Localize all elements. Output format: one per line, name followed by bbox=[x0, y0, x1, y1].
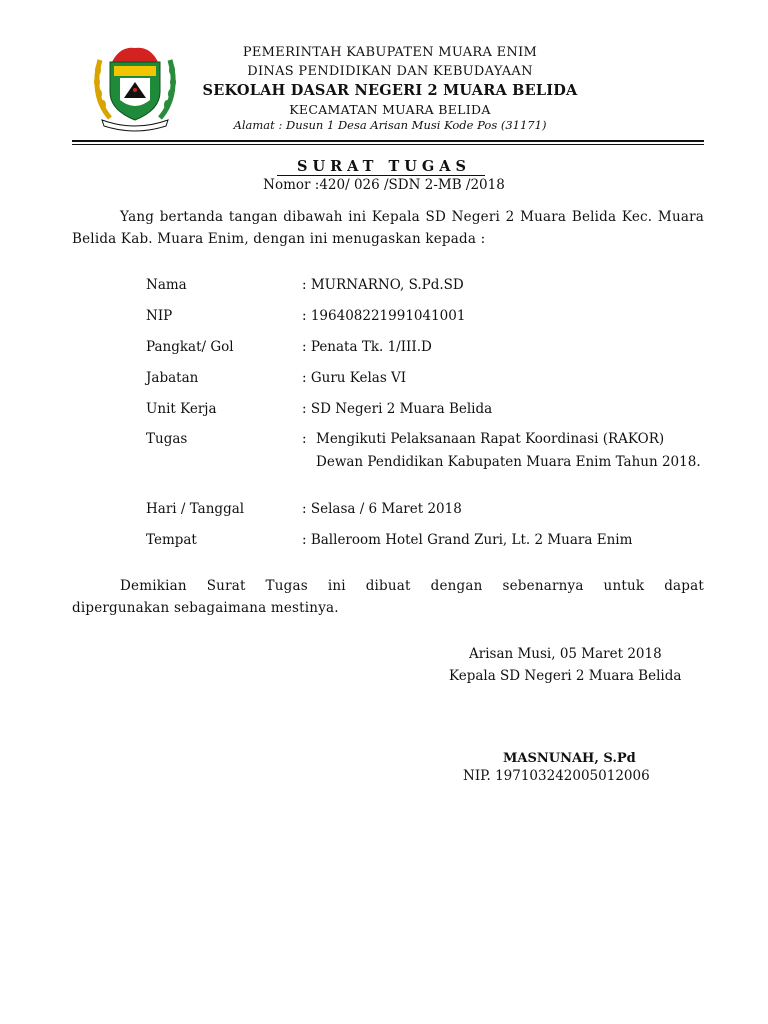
field-label-nip: NIP bbox=[146, 308, 173, 324]
signature-name: MASNUNAH, S.Pd bbox=[503, 751, 636, 766]
field-value-tempat: : Balleroom Hotel Grand Zuri, Lt. 2 Muara Enim bbox=[302, 532, 633, 548]
field-label-tugas: Tugas bbox=[146, 431, 188, 447]
regency-emblem-icon bbox=[92, 40, 178, 132]
field-label-hari-tanggal: Hari / Tanggal bbox=[146, 501, 245, 517]
signature-nip: NIP. 197103242005012006 bbox=[463, 768, 650, 784]
field-label-nama: Nama bbox=[146, 277, 187, 293]
field-value-nama: : MURNARNO, S.Pd.SD bbox=[302, 277, 464, 293]
signature-place-date: Arisan Musi, 05 Maret 2018 bbox=[469, 646, 662, 662]
field-value-nip: : 196408221991041001 bbox=[302, 308, 466, 324]
field-value-hari-tanggal: : Selasa / 6 Maret 2018 bbox=[302, 501, 462, 517]
field-colon-tugas: : bbox=[302, 431, 307, 447]
opening-paragraph: Yang bertanda tangan dibawah ini Kepala SD Negeri 2 Muara Belida Kec. Muara Belida Kab. Muara Enim, dengan ini menugaskan kepada : bbox=[72, 209, 704, 247]
letterhead-department: DINAS PENDIDIKAN DAN KEBUDAYAAN bbox=[247, 64, 533, 79]
signature-role: Kepala SD Negeri 2 Muara Belida bbox=[449, 668, 682, 684]
letterhead-government: PEMERINTAH KABUPATEN MUARA ENIM bbox=[242, 45, 538, 60]
letterhead-school-name: SEKOLAH DASAR NEGERI 2 MUARA BELIDA bbox=[202, 82, 578, 99]
field-value-jabatan: : Guru Kelas VI bbox=[302, 370, 407, 386]
closing-paragraph bbox=[72, 575, 704, 619]
field-label-tempat: Tempat bbox=[146, 532, 197, 548]
field-text-tugas: Mengikuti Pelaksanaan Rapat Koordinasi (RAKOR) Dewan Pendidikan Kabupaten Muara Enim Tahun 2018. bbox=[316, 431, 701, 470]
closing-line-2: dipergunakan sebagaimana mestinya. bbox=[72, 600, 339, 616]
letter-title: SURAT TUGAS bbox=[296, 158, 471, 175]
field-value-pangkat: : Penata Tk. 1/III.D bbox=[302, 339, 432, 355]
title-underline bbox=[277, 175, 485, 176]
letterhead-district: KECAMATAN MUARA BELIDA bbox=[289, 102, 491, 117]
field-value-unit-kerja: : SD Negeri 2 Muara Belida bbox=[302, 401, 493, 417]
letterhead-divider-thin bbox=[72, 144, 704, 145]
field-value-tugas bbox=[302, 428, 704, 474]
letter-number: Nomor :420/ 026 /SDN 2-MB /2018 bbox=[263, 177, 505, 193]
letterhead-divider-thick bbox=[72, 140, 704, 142]
field-label-unit-kerja: Unit Kerja bbox=[146, 401, 217, 417]
field-label-pangkat: Pangkat/ Gol bbox=[146, 339, 234, 355]
closing-line-1: Demikian Surat Tugas ini dibuat dengan sebenarnya untuk dapat bbox=[120, 578, 704, 594]
field-label-jabatan: Jabatan bbox=[146, 370, 199, 386]
letterhead-address: Alamat : Dusun 1 Desa Arisan Musi Kode Pos (31171) bbox=[233, 118, 547, 132]
